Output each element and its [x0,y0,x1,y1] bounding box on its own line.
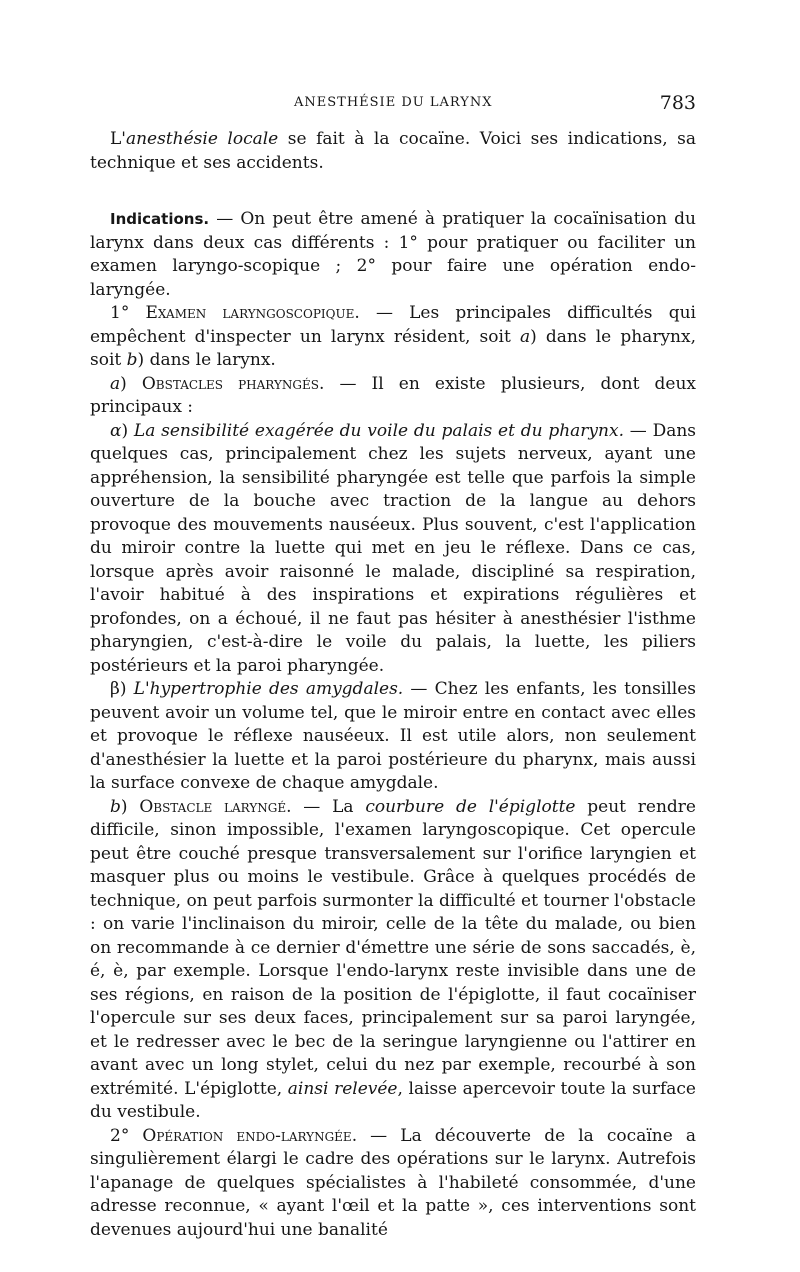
page-number: 783 [659,92,696,114]
running-title: ANESTHÉSIE DU LARYNX [294,95,493,110]
emphasis: ainsi relevée [287,1078,398,1099]
subsection-heading: Obstacle laryngé. [139,796,292,817]
emphasis: anesthésie locale [125,129,279,149]
subsection-heading: Obstacles pharyngés. [141,373,325,394]
emphasis: L'hypertrophie des amygdales. [133,679,404,699]
paragraph-beta: β) L'hypertrophie des amygdales. — Chez les enfants, les tonsilles peuvent avoir un volume tel, que le miroir entre en contact avec elles et provoque le réflexe nauséeux. Il est utile alors, non seulement d'anesthésier la luette et la paroi postérieure du pharynx, mais aussi la surface convexe de chaque amygdale. [90,679,696,793]
section-gap [90,175,696,208]
paragraph-intro: L'anesthésie locale se fait à la cocaïne. Voici ses indications, sa technique et ses accidents. [90,129,696,173]
page-header [90,92,696,116]
paragraph-obstacle-larynge: b) Obstacle laryngé. — La courbure de l'épiglotte peut rendre difficile, sinon impossible, l'examen laryngoscopique. Cet opercule peut être couché presque transversalement sur l'orifice laryngien et masquer plus ou moins le vestibule. Grâce à quelques procédés de technique, on peut parfois surmonter la difficulté et tourner l'obstacle : on varie l'inclinaison du miroir, celle de la tête du malade, ou bien on recommande à ce dernier d'émettre une série de sons saccadés, è, é, è, par exemple. Lorsque l'endo-larynx reste invisible dans une de ses régions, en raison de la position de l'épiglotte, il faut cocaïniser l'opercule sur ses deux faces, principalement sur sa paroi laryngée, et le redresser avec le bec de la seringue laryngienne ou l'attirer en avant avec un long stylet, celui du nez par exemple, recourbé à son extrémité. L'épiglotte, ainsi relevée, laisse apercevoir toute la surface du vestibule. [90,796,696,1122]
paragraph-obstacles-pharynges: a) Obstacles pharyngés. — Il en existe plusieurs, dont deux principaux : [90,373,696,417]
subsection-heading: 1° Examen laryngoscopique. [110,303,360,323]
section-heading: Indications. [110,210,210,228]
body-text [90,128,696,1242]
emphasis: La sensibilité exagérée du voile du palais et du pharynx. [133,420,624,441]
subsection-heading: 2° Opération endo-laryngée. [110,1125,358,1146]
emphasis: courbure de l'épiglotte [365,796,576,817]
paragraph-alpha: α) La sensibilité exagérée du voile du palais et du pharynx. — Dans quelques cas, principalement chez les sujets nerveux, ayant une appréhension, la sensibilité pharyngée est telle que parfois la simple ouverture de la bouche avec traction de la langue au dehors provoque des mouvements nauséeux. Plus souvent, c'est l'application du miroir contre la luette qui met en jeu le réflexe. Dans ce cas, lorsque après avoir raisonné le malade, discipliné sa respiration, l'avoir habitué à des inspirations et expirations régulières et profondes, on a échoué, il ne faut pas hésiter à anesthésier l'isthme pharyngien, c'est-à-dire le voile du palais, la luette, les piliers postérieurs et la paroi pharyngée. [90,420,697,676]
paragraph-examen: 1° Examen laryngoscopique. — Les principales difficultés qui empêchent d'inspecter un larynx résident, soit a) dans le pharynx, soit b) dans le larynx. [90,303,696,370]
paragraph-operation: 2° Opération endo-laryngée. — La découverte de la cocaïne a singulièrement élargi le cadre des opérations sur le larynx. Autrefois l'apanage de quelques spécialistes à l'habileté consommée, d'une adresse reconnue, « ayant l'œil et la patte », ces interventions sont devenues aujourd'hui une banalité [90,1125,696,1240]
paragraph-indications: Indications. — On peut être amené à pratiquer la cocaïnisation du larynx dans deux cas différents : 1° pour pratiquer ou faciliter un examen laryngo-scopique ; 2° pour faire une opération endo-laryngée. [90,209,696,300]
